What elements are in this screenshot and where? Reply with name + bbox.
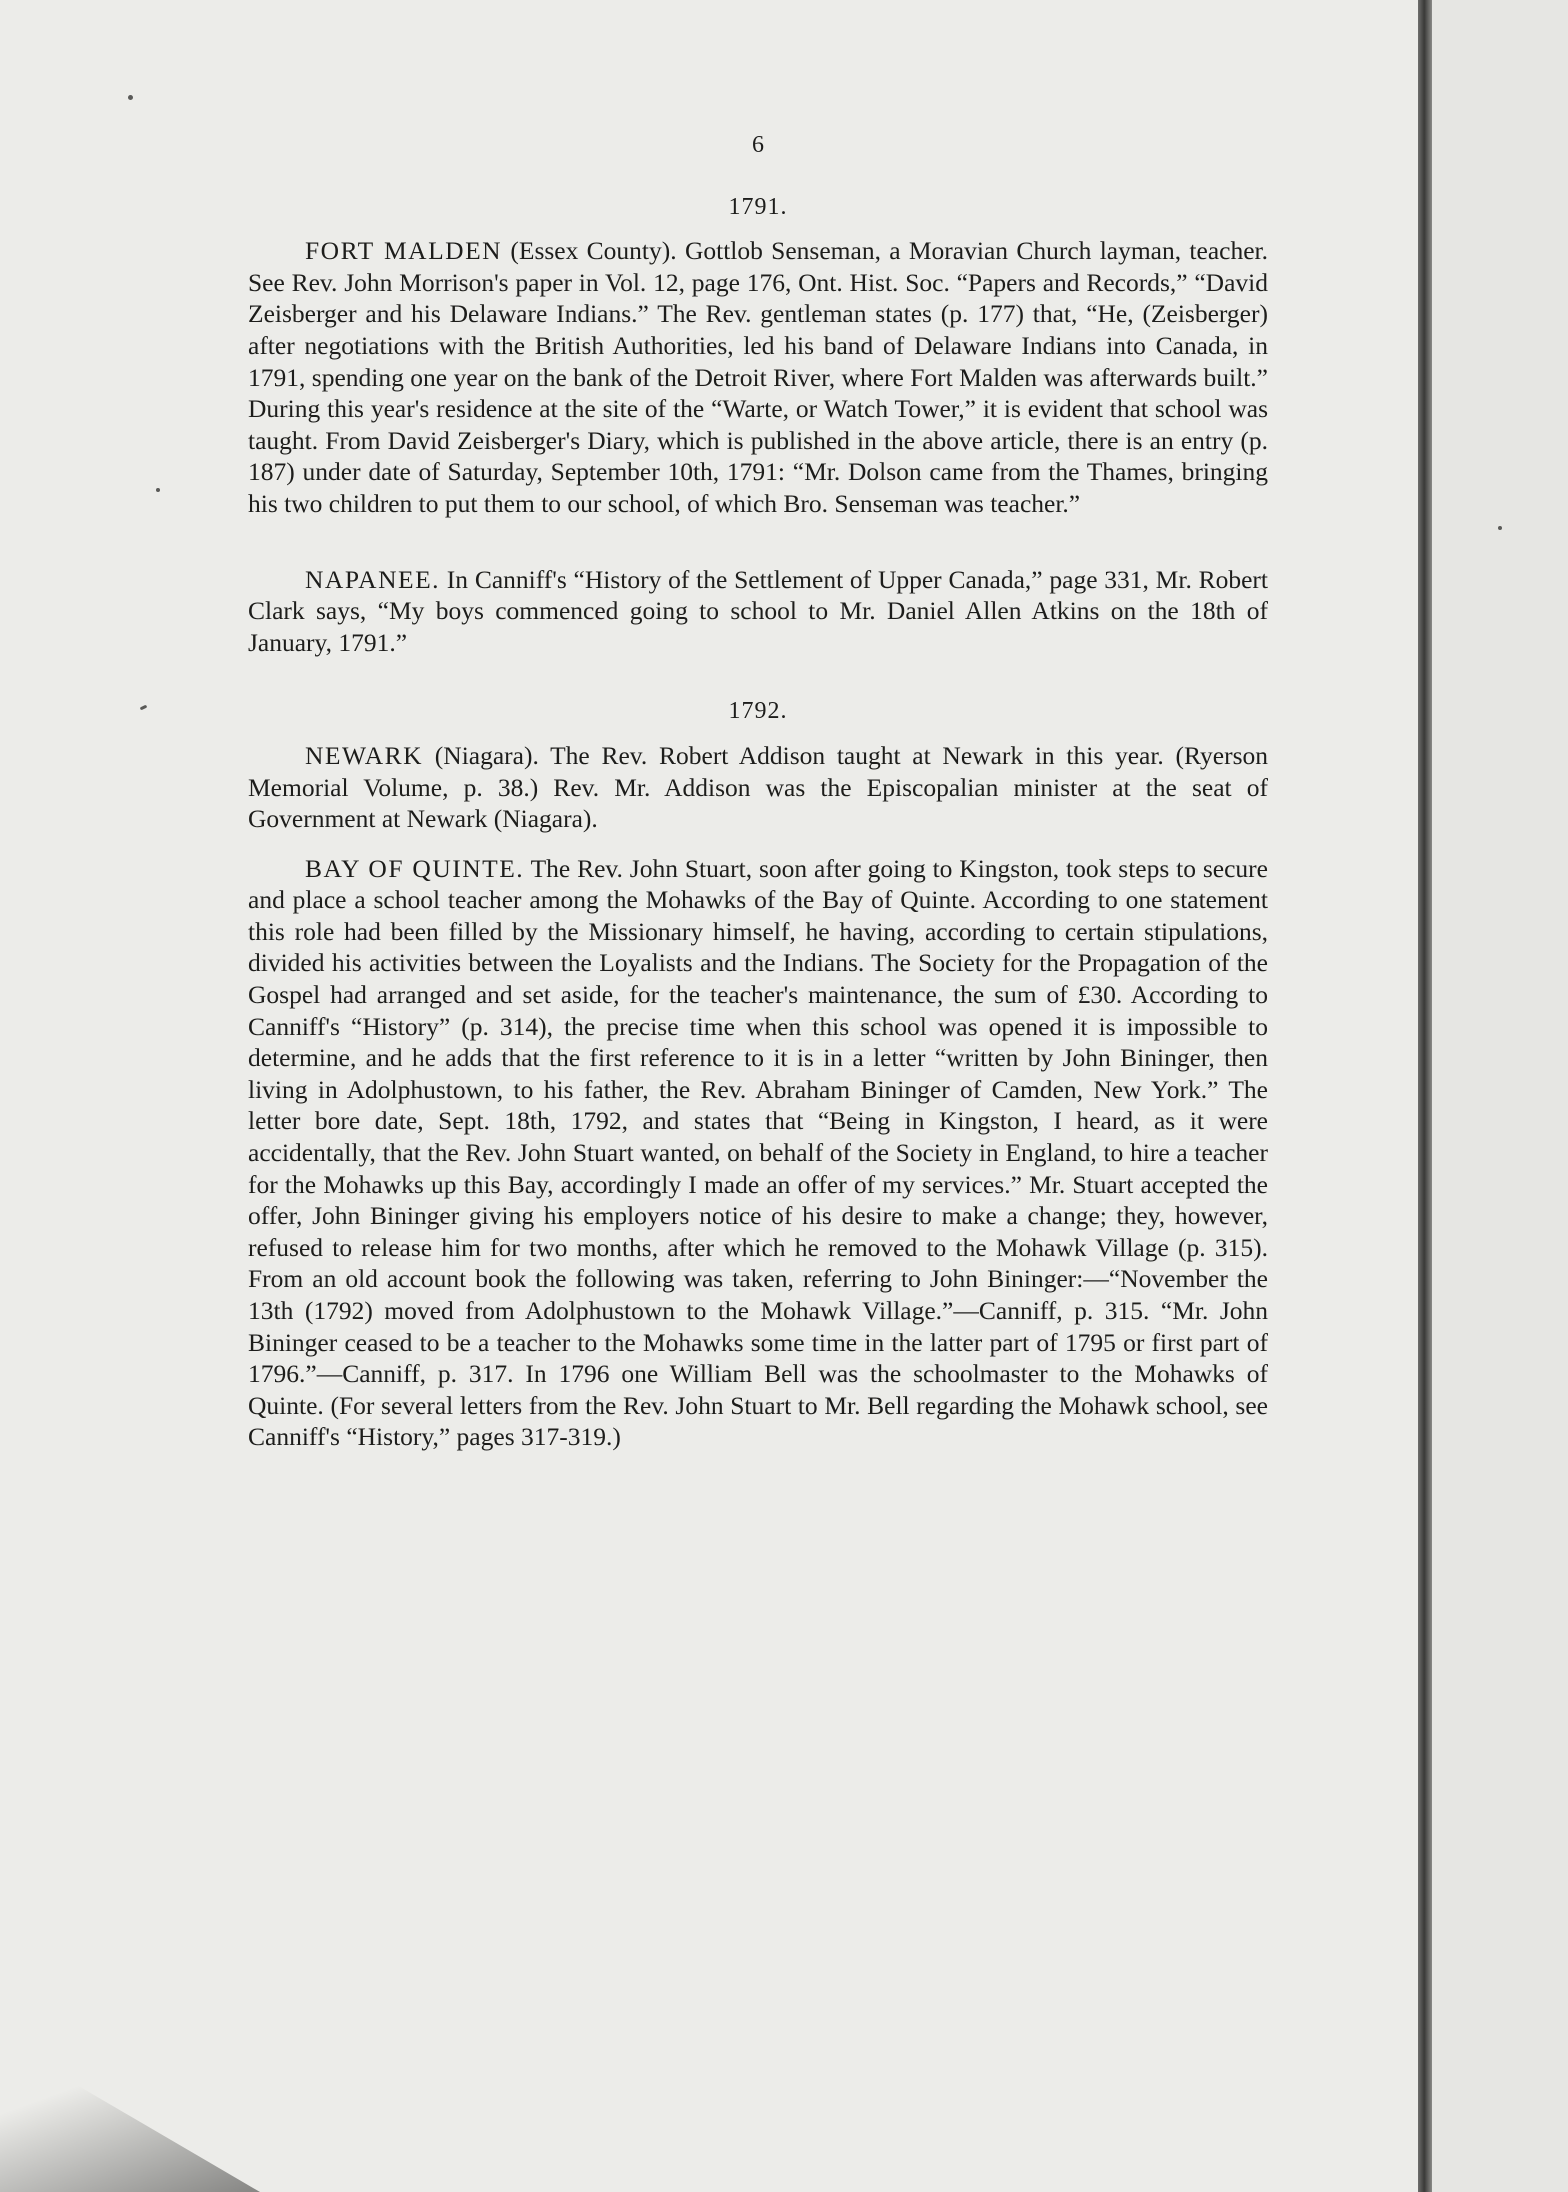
entry-text: (Niagara). The Rev. Robert Addison taught at Newark in this year. (Ryerson Memorial Volume, p. 38.) Rev. Mr. Addison was the Episcopalian minister at the seat of Government at Newark (Niagara). xyxy=(248,740,1268,834)
entry-napanee xyxy=(248,564,1268,659)
dust-speck xyxy=(1498,526,1502,530)
year-heading-1791: 1791. xyxy=(728,193,788,220)
facing-page-edge xyxy=(1432,0,1568,2192)
year-heading-1792: 1792. xyxy=(728,698,788,725)
entry-text: The Rev. John Stuart, soon after going to Kingston, took steps to secure and place a school teacher among the Mohawks of the Bay of Quinte. According to one statement this role had been filled by the Missionary himself, he having, according to certain stipulations, divided his activities between the Loyalists and the Indians. The Society for the Propagation of the Gospel had arranged and set aside, for the teacher's maintenance, the sum of £30. According to Canniff's “History” (p. 314), the precise time when this school was opened it is impossible to determine, and he adds that the first reference to it is in a letter “written by John Bininger, then living in Adolphustown, to his father, the Rev. Abraham Bininger of Camden, New York.” The letter bore date, Sept. 18th, 1792, and states that “Being in Kingston, I heard, as it were accidentally, that the Rev. John Stuart wanted, on behalf of the Society in England, to hire a teacher for the Mohawks up this Bay, accordingly I made an offer of my services.” Mr. Stuart accepted the offer, John Bininger giving his employers notice of his desire to make a change; they, however, refused to release him for two months, after which he removed to the Mohawk Village (p. 315). From an old account book the following was taken, referring to John Bininger:—“November the 13th (1792) moved from Adolphustown to the Mohawk Village.”—Canniff, p. 315. “Mr. John Bininger ceased to be a teacher to the Mohawks some time in the latter part of 1795 or first part of 1796.”—Canniff, p. 317. In 1796 one William Bell was the schoolmaster to the Mohawks of Quinte. (For several letters from the Rev. John Stuart to Mr. Bell regarding the Mohawk school, see Canniff's “History,” pages 317-319.) xyxy=(248,853,1268,1452)
entry-heading: NAPANEE. xyxy=(305,564,441,594)
spacer xyxy=(248,520,1268,564)
entry-text: (Essex County). Gottlob Senseman, a Moravian Church layman, teacher. See Rev. John Morrison's paper in Vol. 12, page 176, Ont. Hist. Soc. “Papers and Records,” “David Zeisberger and his Delaware Indians.” The Rev. gentleman states (p. 177) that, “He, (Zeisberger) after negotiations with the British Authorities, led his band of Delaware Indians into Canada, in 1791, spending one year on the bank of the Detroit River, where Fort Malden was afterwards built.” During this year's residence at the site of the “Warte, or Watch Tower,” it is evident that school was taught. From David Zeisberger's Diary, which is published in the above article, there is an entry (p. 187) under date of Saturday, September 10th, 1791: “Mr. Dolson came from the Thames, bringing his two children to put them to our school, of which Bro. Senseman was teacher.” xyxy=(248,236,1269,518)
dust-speck xyxy=(140,705,148,711)
spacer xyxy=(248,658,1268,696)
entry-newark xyxy=(248,740,1268,835)
page-number: 6 xyxy=(752,132,764,158)
entry-heading: FORT MALDEN xyxy=(305,236,503,266)
entry-fort-malden xyxy=(248,235,1268,519)
entry-text: In Canniff's “History of the Settlement of Upper Canada,” page 331, Mr. Robert Clark says, “My boys commenced going to school to Mr. Daniel Allen Atkins on the 18th of January, 1791.” xyxy=(248,564,1268,657)
entry-heading: NEWARK xyxy=(305,740,424,770)
entry-heading: BAY OF QUINTE. xyxy=(305,853,525,883)
spacer xyxy=(248,835,1268,853)
dust-speck xyxy=(128,95,133,100)
binding-shadow xyxy=(1418,0,1432,2192)
page-content xyxy=(248,130,1268,1453)
dust-speck xyxy=(156,488,160,492)
entry-bay-of-quinte xyxy=(248,853,1268,1453)
page-corner-curl xyxy=(0,2040,260,2192)
